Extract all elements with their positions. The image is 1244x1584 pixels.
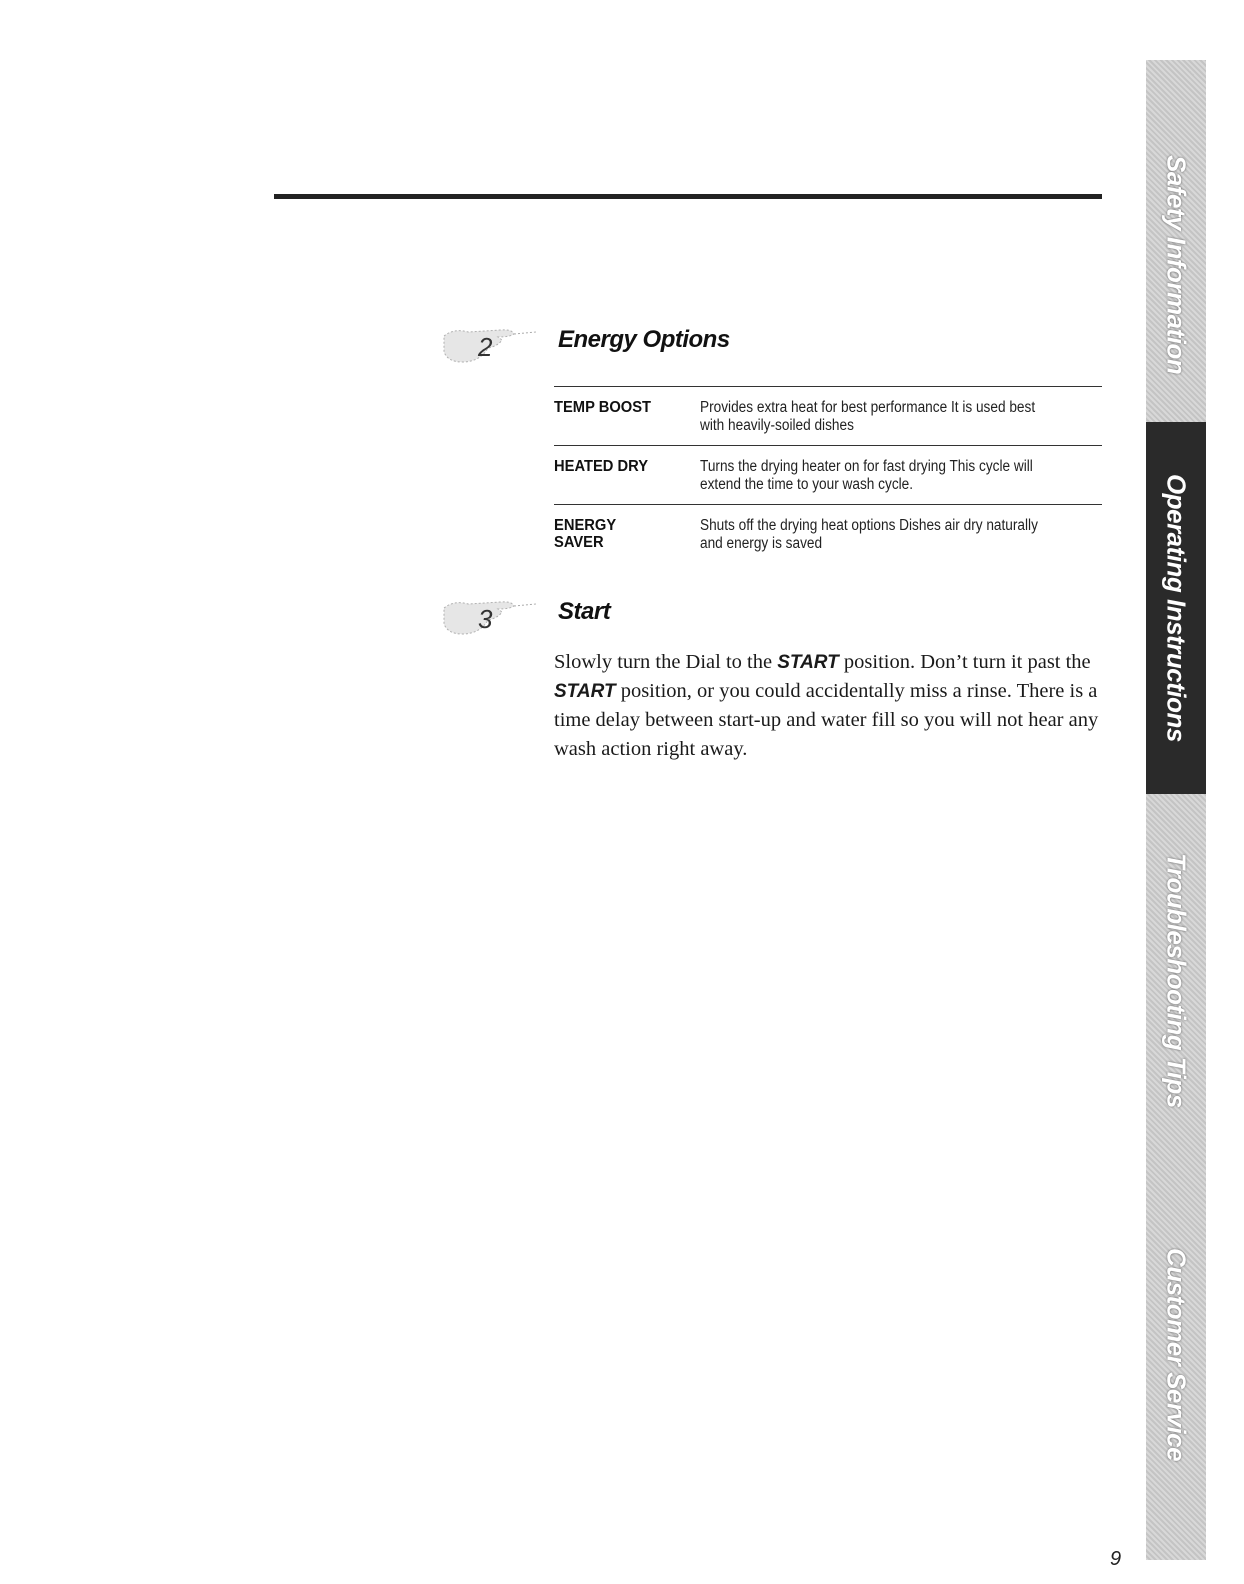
step-2-pointer-icon xyxy=(440,322,540,368)
option-description: Turns the drying heater on for fast drying This cycle will extend the time to your wash cycle. xyxy=(700,458,1033,493)
start-heading: Start xyxy=(558,598,611,625)
tab-customer-service[interactable] xyxy=(1146,1170,1206,1540)
step-3-number: 3 xyxy=(478,604,493,634)
tab-operating-instructions[interactable] xyxy=(1146,422,1206,794)
section-tabs-sidebar xyxy=(1146,60,1206,1560)
option-name: ENERGY SAVER xyxy=(554,517,617,551)
option-description: Provides extra heat for best performance It is used best with heavily-soiled dishes xyxy=(700,399,1036,434)
step-2-number: 2 xyxy=(478,332,493,362)
tab-label: Troubleshooting Tips xyxy=(1161,852,1192,1108)
tab-label: Operating Instructions xyxy=(1161,474,1192,742)
option-row-heated-dry xyxy=(554,445,1102,504)
start-text-part: position, or you could accidentally miss a rinse. There is a time delay between start-up and water fill so you will not hear any wash action right away. xyxy=(554,680,1099,760)
option-row-energy-saver xyxy=(554,504,1102,563)
start-keyword: START xyxy=(777,652,839,673)
tab-label: Safety Information xyxy=(1161,155,1192,375)
option-row-temp-boost xyxy=(554,386,1102,445)
option-description: Shuts off the drying heat options Dishes air dry naturally and energy is saved xyxy=(700,517,1038,552)
top-rule xyxy=(274,194,1102,199)
option-name: HEATED DRY xyxy=(554,458,649,475)
tab-troubleshooting-tips[interactable] xyxy=(1146,794,1206,1166)
start-text-part: Slowly turn the Dial to the xyxy=(554,651,778,673)
start-keyword: START xyxy=(554,681,616,702)
page-number: 9 xyxy=(1110,1548,1122,1570)
energy-options-heading: Energy Options xyxy=(558,326,730,353)
option-name: TEMP BOOST xyxy=(554,399,652,416)
start-text-part: position. Don’t turn it past the xyxy=(838,651,1091,673)
step-3-pointer-icon xyxy=(440,594,540,640)
tab-safety-information[interactable] xyxy=(1146,100,1206,430)
start-paragraph xyxy=(554,648,1110,764)
tab-label: Customer Service xyxy=(1161,1248,1192,1462)
energy-options-table xyxy=(554,386,1102,563)
